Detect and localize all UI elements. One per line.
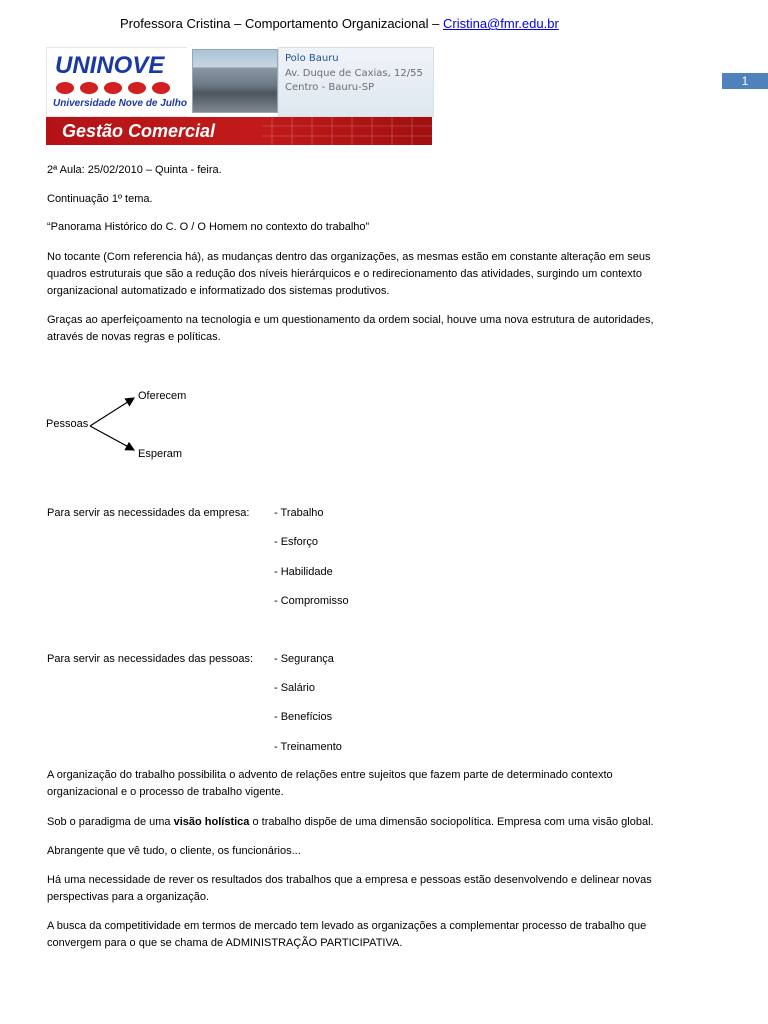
paragraph-4 bbox=[47, 814, 654, 831]
uninove-banner bbox=[46, 47, 432, 145]
decorative-grid-icon bbox=[262, 117, 432, 145]
empresa-item-trabalho: - Trabalho bbox=[274, 507, 324, 519]
uninove-logo bbox=[46, 47, 187, 117]
page-number-badge: 1 bbox=[722, 73, 768, 89]
empresa-needs-label: Para servir as necessidades da empresa: bbox=[47, 507, 250, 519]
diagram-bottom-label: Esperam bbox=[138, 448, 183, 460]
pessoas-item-beneficios: - Benefícios bbox=[274, 711, 333, 723]
logo-dots-icon bbox=[55, 81, 179, 95]
logo-subtitle: Universidade Nove de Julho bbox=[53, 98, 187, 109]
pessoas-item-salario: - Salário bbox=[274, 682, 315, 694]
paragraph-4-start: Sob o paradigma de uma bbox=[47, 816, 174, 828]
paragraph-1-line-2: quadros estruturais que são a redução dos níveis hierárquicos e o redirecionamento das atividades, surgindo um contexto bbox=[47, 268, 642, 280]
email-link[interactable]: Cristina@fmr.edu.br bbox=[442, 16, 559, 31]
paragraph-7-line-2: convergem para o que se chama de ADMINISTRAÇÃO PARTICIPATIVA. bbox=[47, 937, 403, 949]
pessoas-diagram bbox=[46, 388, 206, 464]
empresa-item-esforco: - Esforço bbox=[274, 536, 319, 548]
paragraph-5: Abrangente que vê tudo, o cliente, os funcionários... bbox=[47, 845, 301, 857]
pessoas-item-treinamento: - Treinamento bbox=[274, 741, 342, 753]
course-title-bar bbox=[46, 117, 432, 145]
empresa-item-compromisso: - Compromisso bbox=[274, 595, 349, 607]
continuation-line: Continuação 1º tema. bbox=[47, 193, 153, 205]
paragraph-1-line-3: organizacional automatizado e informatizado dos sistemas produtivos. bbox=[47, 285, 390, 297]
topic-title: “Panorama Histórico do C. O / O Homem no contexto do trabalho” bbox=[47, 221, 370, 233]
paragraph-2-line-1: Graças ao aperfeiçoamento na tecnologia e um questionamento da ordem social, houve uma nova estrutura de autoridades, bbox=[47, 314, 654, 326]
logo-wordmark: UNINOVE bbox=[55, 52, 165, 79]
paragraph-4-end: o trabalho dispõe de uma dimensão sociopolítica. Empresa com uma visão global. bbox=[249, 816, 654, 828]
document-header bbox=[120, 16, 559, 31]
building-photo bbox=[192, 49, 278, 113]
course-title: Gestão Comercial bbox=[62, 121, 216, 141]
polo-title: Polo Bauru bbox=[285, 53, 339, 64]
polo-info-box bbox=[278, 47, 434, 117]
paragraph-3-line-1: A organização do trabalho possibilita o advento de relações entre sujeitos que fazem parte de determinado contexto bbox=[47, 769, 613, 781]
empresa-item-habilidade: - Habilidade bbox=[274, 566, 333, 578]
paragraph-2-line-2: através de novas regras e políticas. bbox=[47, 331, 221, 343]
header-text: Professora Cristina – Comportamento Organizacional – bbox=[120, 16, 443, 31]
date-line: 2ª Aula: 25/02/2010 – Quinta - feira. bbox=[47, 164, 222, 176]
diagram-root-label: Pessoas bbox=[46, 418, 89, 430]
paragraph-7-line-1: A busca da competitividade em termos de mercado tem levado as organizações a complementar processo de trabalho que bbox=[47, 920, 647, 932]
paragraph-6-line-2: perspectivas para a organização. bbox=[47, 891, 210, 903]
paragraph-1-line-1: No tocante (Com referencia há), as mudanças dentro das organizações, as mesmas estão em constante alteração em seus bbox=[47, 251, 651, 263]
paragraph-4-bold: visão holística bbox=[173, 816, 250, 828]
paragraph-3-line-2: organizacional e o processo de trabalho vigente. bbox=[47, 786, 284, 798]
polo-address-line-1: Av. Duque de Caxias, 12/55 bbox=[285, 68, 423, 79]
pessoas-needs-label: Para servir as necessidades das pessoas: bbox=[47, 653, 254, 665]
pessoas-item-seguranca: - Segurança bbox=[274, 653, 334, 665]
paragraph-6-line-1: Há uma necessidade de rever os resultados dos trabalhos que a empresa e pessoas estão desenvolvendo e delinear novas bbox=[47, 874, 652, 886]
diagram-top-label: Oferecem bbox=[138, 390, 187, 402]
polo-address-line-2: Centro - Bauru-SP bbox=[285, 82, 375, 93]
